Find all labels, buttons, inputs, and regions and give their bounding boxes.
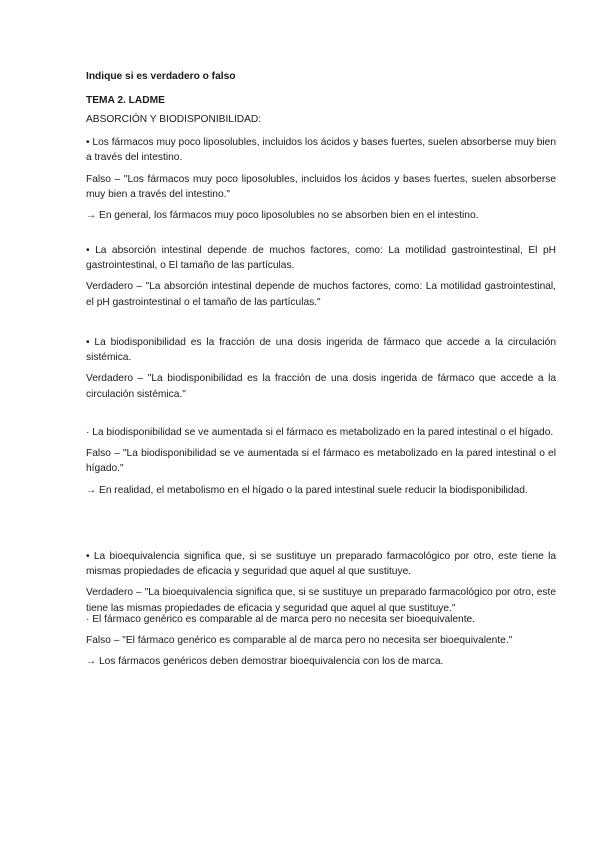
statement: • La absorción intestinal depende de muchos factores, como: La motilidad gastrointestinal, El pH gastrointestinal, o El tamaño de las partículas. xyxy=(86,245,556,272)
question-block-1 xyxy=(86,112,556,229)
statement: · El fármaco genérico es comparable al de marca pero no necesita ser bioequivalente. xyxy=(86,614,476,625)
statement: · La biodisponibilidad se ve aumentada si el fármaco es metabolizado en la pared intestinal o el hígado. xyxy=(86,427,554,438)
statement: • La bioequivalencia significa que, si se sustituye un preparado farmacológico por otro, este tiene la mismas propiedades de eficacia y seguridad que aquel al que sustituye. xyxy=(86,551,556,578)
question-block-5 xyxy=(86,549,556,622)
topic-heading: TEMA 2. LADME xyxy=(86,95,165,106)
instruction-heading: Indique si es verdadero o falso xyxy=(86,71,236,82)
answer: Falso – "Los fármacos muy poco liposolubles, incluidos los ácidos y bases fuertes, suelen absorberse muy bien a través del intestino." xyxy=(86,173,556,200)
statement: • La biodisponibilidad es la fracción de una dosis ingerida de fármaco que accede a la circulación sistémica. xyxy=(86,337,556,364)
section-title: ABSORCIÓN Y BIODISPONIBILIDAD: xyxy=(86,114,262,125)
statement: • Los fármacos muy poco liposolubles, incluidos los ácidos y bases fuertes, suelen absorberse muy bien a través del intestino. xyxy=(86,137,556,164)
document-header xyxy=(86,70,556,113)
question-block-3 xyxy=(86,335,556,408)
answer: Verdadero – "La biodisponibilidad es la fracción de una dosis ingerida de fármaco que accede a la circulación sistémica." xyxy=(86,373,556,400)
answer: Falso – "El fármaco genérico es comparable al de marca pero no necesita ser bioequivalente." xyxy=(86,635,513,647)
note: → En general, los fármacos muy poco liposolubles no se absorben bien en el intestino. xyxy=(86,210,479,222)
answer: Verdadero – "La absorción intestinal depende de muchos factores, como: La motilidad gastrointestinal, el pH gastrointestinal o el tamaño de las partículas." xyxy=(86,281,556,308)
question-block-2 xyxy=(86,243,556,316)
question-block-6 xyxy=(86,612,556,676)
note: → En realidad, el metabolismo en el hígado o la pared intestinal suele reducir la biodisponibilidad. xyxy=(86,484,528,496)
answer: Falso – "La biodisponibilidad se ve aumentada si el fármaco es metabolizado en la pared intestinal o el hígado." xyxy=(86,448,556,475)
note: → Los fármacos genéricos deben demostrar bioequivalencia con los de marca. xyxy=(86,656,444,668)
answer: Verdadero – "La bioequivalencia significa que, si se sustituye un preparado farmacológico por otro, este tiene las mismas propiedades de eficacia y seguridad que aquel al que sustituye." xyxy=(86,587,556,614)
question-block-4 xyxy=(86,425,556,504)
